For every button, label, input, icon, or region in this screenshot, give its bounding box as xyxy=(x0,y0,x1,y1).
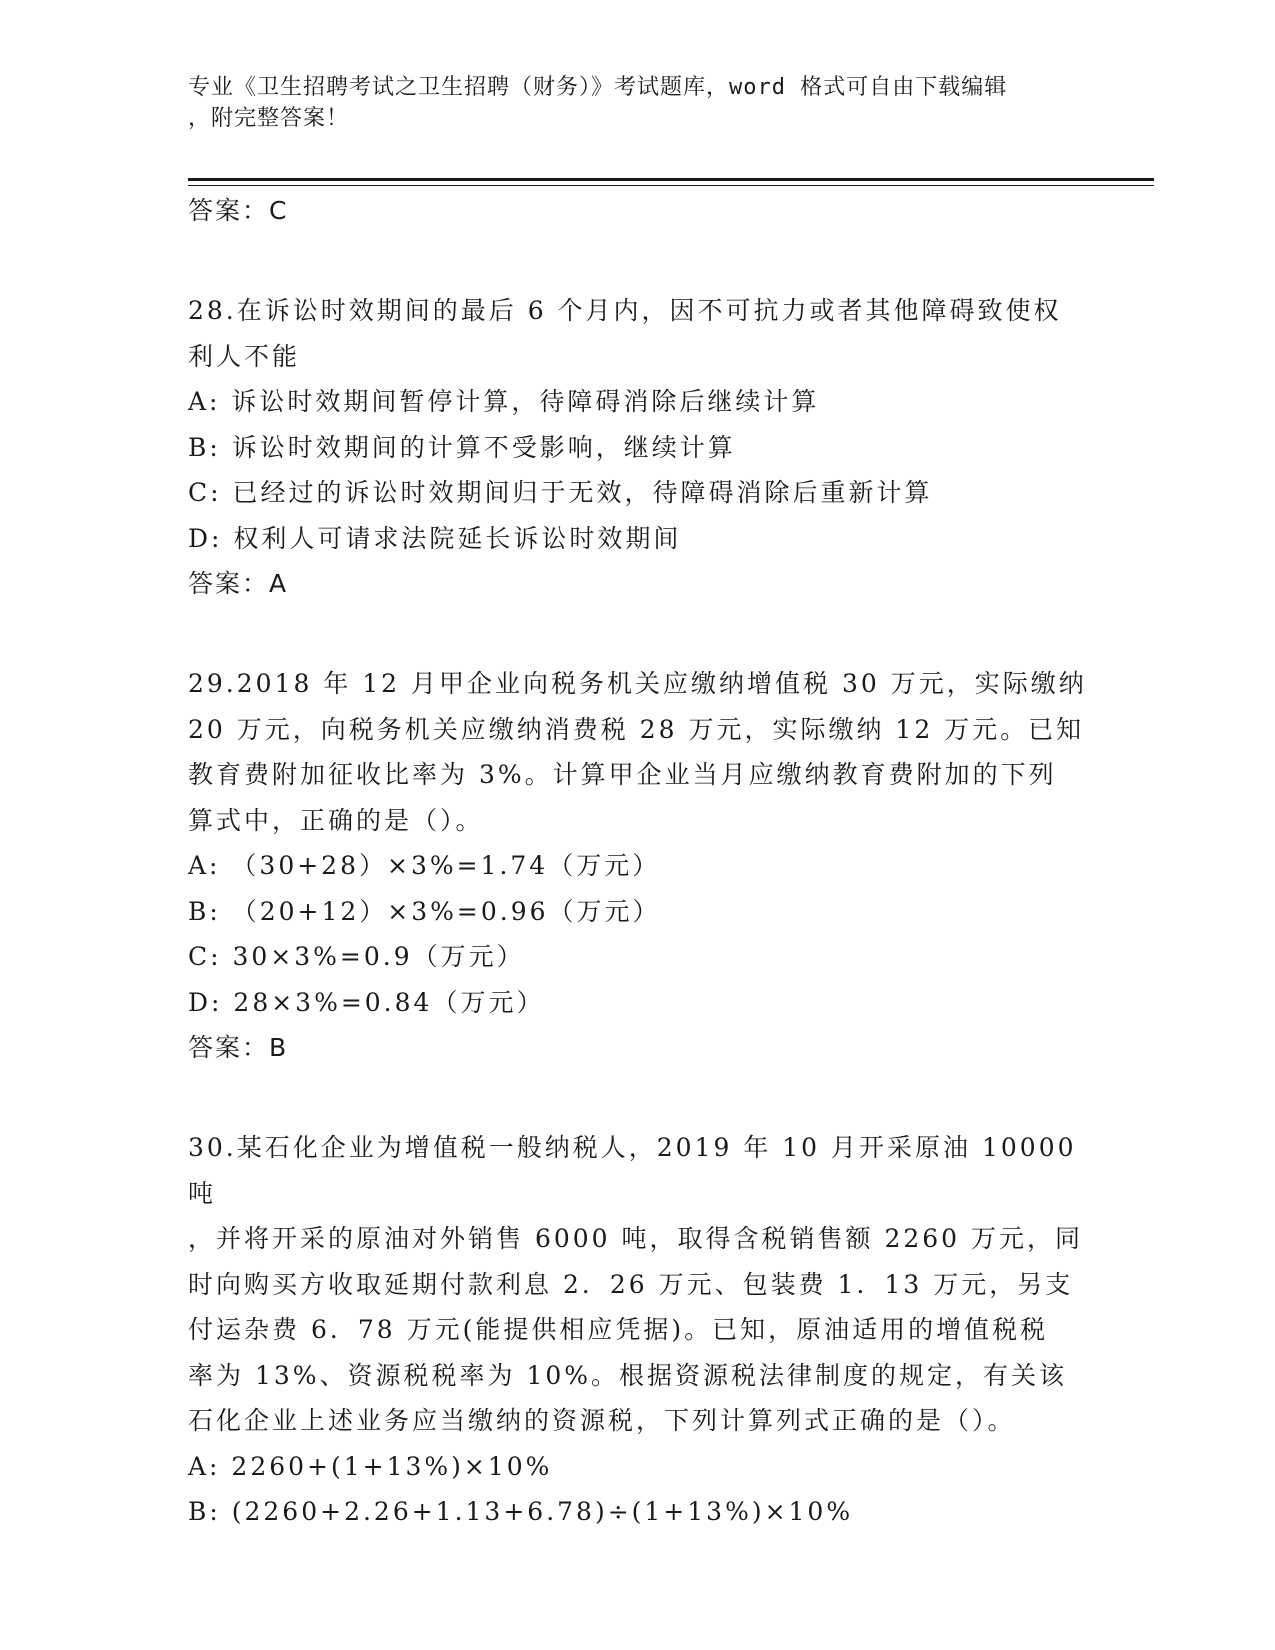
question-line: 28.在诉讼时效期间的最后 6 个月内，因不可抗力或者其他障碍致使权 xyxy=(188,296,1062,325)
option-c: C: 30×3%=0.9（万元） xyxy=(188,942,525,971)
option-a: A: （30+28）×3%=1.74（万元） xyxy=(188,851,661,880)
document-header xyxy=(188,72,1068,134)
option-b: B: 诉讼时效期间的计算不受影响，继续计算 xyxy=(188,432,736,462)
question-line: 石化企业上述业务应当缴纳的资源税，下列计算列式正确的是（）。 xyxy=(188,1406,1016,1435)
question-line: 时向购买方收取延期付款利息 2．26 万元、包装费 1．13 万元，另支 xyxy=(188,1269,1074,1299)
option-b: B: （20+12）×3%=0.96（万元） xyxy=(188,896,661,926)
question-line: 20 万元，向税务机关应缴纳消费税 28 万元，实际缴纳 12 万元。已知 xyxy=(188,714,1085,744)
answer-28: 答案：A xyxy=(188,569,289,598)
option-c: C: 已经过的诉讼时效期间归于无效，待障碍消除后重新计算 xyxy=(188,478,933,507)
header-line-2: ，附完整答案！ xyxy=(188,106,350,131)
question-29-text xyxy=(188,661,1088,843)
header-divider-thick xyxy=(188,178,1154,181)
question-line: ，并将开采的原油对外销售 6000 吨，取得含税销售额 2260 万元，同 xyxy=(188,1224,1084,1253)
header-divider-thin xyxy=(188,185,1154,186)
question-line: 利人不能 xyxy=(188,341,301,371)
question-line: 率为 13%、资源税税率为 10%。根据资源税法律制度的规定，有关该 xyxy=(188,1360,1068,1390)
answer-prev: 答案：C xyxy=(188,196,289,225)
question-line: 29.2018 年 12 月甲企业向税务机关应缴纳增值税 30 万元，实际缴纳 xyxy=(188,669,1087,698)
option-a: A: 2260+(1+13%)×10% xyxy=(188,1451,553,1481)
option-d: D: 权利人可请求法院延长诉讼时效期间 xyxy=(188,523,682,553)
question-line: 付运杂费 6．78 万元(能提供相应凭据)。已知，原油适用的增值税税 xyxy=(188,1315,1049,1344)
question-line: 30.某石化企业为增值税一般纳税人，2019 年 10 月开采原油 10000 吨 xyxy=(188,1133,1077,1208)
question-30 xyxy=(188,1125,1088,1535)
question-29 xyxy=(188,661,1088,1071)
option-d: D: 28×3%=0.84（万元） xyxy=(188,987,545,1017)
question-line: 教育费附加征收比率为 3%。计算甲企业当月应缴纳教育费附加的下列 xyxy=(188,760,1057,789)
option-b: B: (2260+2.26+1.13+6.78)÷(1+13%)×10% xyxy=(188,1497,854,1526)
question-28 xyxy=(188,288,1088,607)
question-line: 算式中，正确的是（）。 xyxy=(188,805,484,835)
header-line-1: 专业《卫生招聘考试之卫生招聘（财务）》考试题库，word 格式可自由下载编辑 xyxy=(188,75,1008,100)
question-content xyxy=(188,188,1088,1535)
option-a: A: 诉讼时效期间暂停计算，待障碍消除后继续计算 xyxy=(188,387,820,416)
question-28-text xyxy=(188,288,1088,379)
question-30-text xyxy=(188,1125,1088,1444)
answer-29: 答案：B xyxy=(188,1033,289,1062)
